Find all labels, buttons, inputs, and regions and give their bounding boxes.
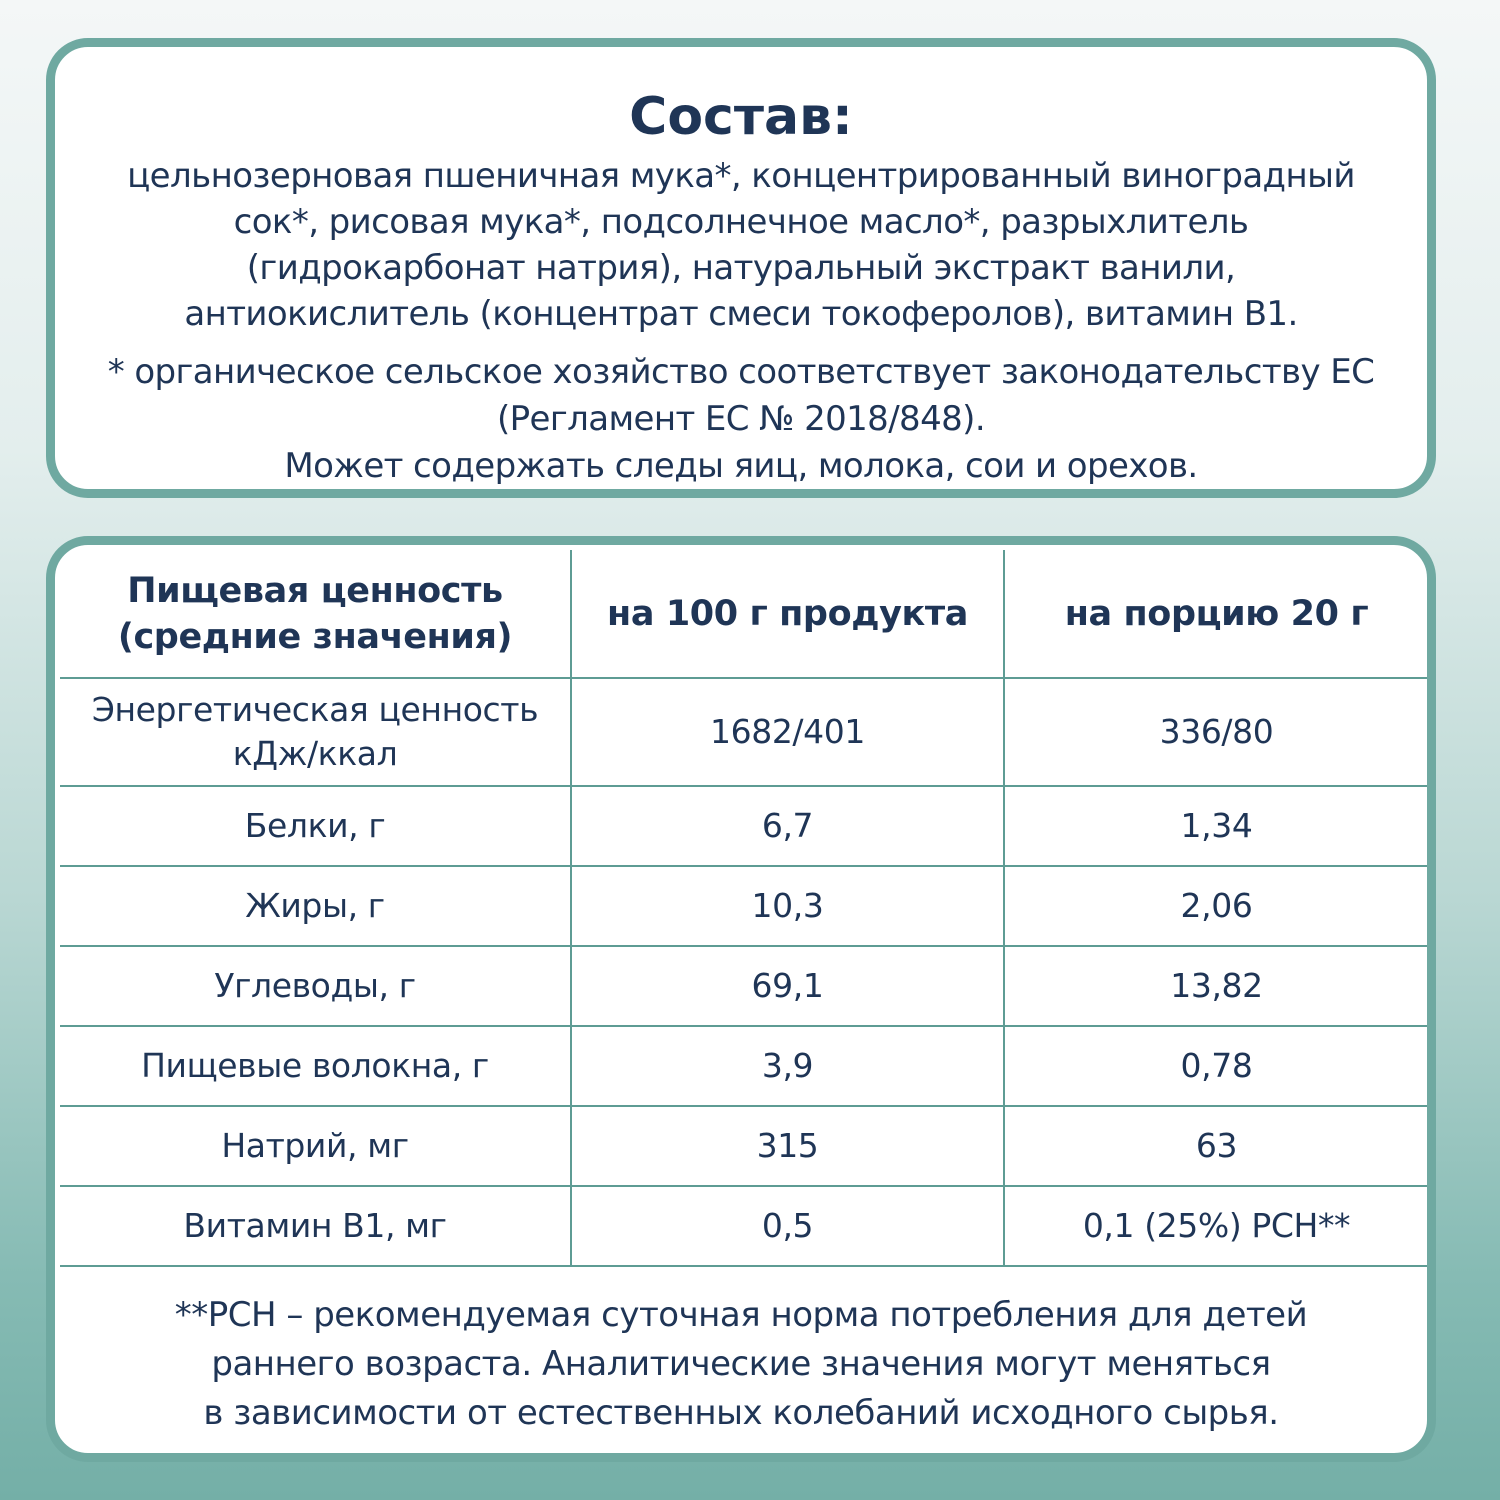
value-per-portion: 63	[1004, 1106, 1428, 1186]
nutrient-name: Пищевые волокна, г	[60, 1026, 571, 1106]
table-row	[60, 946, 1428, 1026]
value-per-100g: 6,7	[571, 786, 1004, 866]
value-per-portion: 336/80	[1004, 678, 1428, 786]
table-row	[60, 1186, 1428, 1266]
value-per-portion: 0,1 (25%) РСН**	[1004, 1186, 1428, 1266]
table-row	[60, 1026, 1428, 1106]
nutrient-name	[60, 678, 571, 786]
footnote-line: раннего возраста. Аналитические значения могут меняться	[211, 1344, 1271, 1384]
allergen-note: Может содержать следы яиц, молока, сои и орехов.	[284, 446, 1198, 486]
value-per-100g: 1682/401	[571, 678, 1004, 786]
header-per-100g: на 100 г продукта	[571, 550, 1004, 678]
value-per-100g: 0,5	[571, 1186, 1004, 1266]
regulation-note: (Регламент ЕС № 2018/848).	[496, 399, 986, 439]
table-row	[60, 786, 1428, 866]
nutrient-name-line: кДж/ккал	[232, 734, 398, 773]
header-line: Пищевая ценность	[127, 570, 503, 611]
composition-panel	[46, 38, 1436, 498]
header-line: (средние значения)	[117, 616, 513, 657]
nutrition-table	[60, 550, 1428, 1267]
footnote-line: **РСН – рекомендуемая суточная норма потребления для детей	[174, 1295, 1308, 1335]
value-per-100g: 10,3	[571, 866, 1004, 946]
table-header-row	[60, 550, 1428, 678]
header-per-portion: на порцию 20 г	[1004, 550, 1428, 678]
nutrient-name: Натрий, мг	[60, 1106, 571, 1186]
ingredients-text: цельнозерновая пшеничная мука*, концентрированный виноградный сок*, рисовая мука*, подсолнечное масло*, разрыхлитель (гидрокарбонат натрия), натуральный экстракт ванили, антиокислитель (концентрат смеси токоферолов), витамин В1.	[127, 156, 1355, 334]
value-per-100g: 315	[571, 1106, 1004, 1186]
value-per-portion: 0,78	[1004, 1026, 1428, 1106]
value-per-100g: 69,1	[571, 946, 1004, 1026]
table-row	[60, 678, 1428, 786]
footnote-line: в зависимости от естественных колебаний исходного сырья.	[203, 1393, 1279, 1433]
table-row	[60, 866, 1428, 946]
organic-note: * органическое сельское хозяйство соответствует законодательству ЕС	[107, 352, 1375, 392]
nutrient-name-line: Энергетическая ценность	[91, 690, 539, 729]
value-per-portion: 13,82	[1004, 946, 1428, 1026]
nutrient-name: Витамин В1, мг	[60, 1186, 571, 1266]
nutrition-panel	[46, 536, 1436, 1462]
rsn-footnote	[55, 1291, 1427, 1438]
nutrient-name: Углеводы, г	[60, 946, 571, 1026]
value-per-100g: 3,9	[571, 1026, 1004, 1106]
composition-notes	[95, 349, 1387, 490]
nutrient-name: Белки, г	[60, 786, 571, 866]
nutrient-name: Жиры, г	[60, 866, 571, 946]
value-per-portion: 1,34	[1004, 786, 1428, 866]
table-row	[60, 1106, 1428, 1186]
composition-title: Состав:	[629, 87, 853, 147]
header-nutrition-value	[60, 550, 571, 678]
value-per-portion: 2,06	[1004, 866, 1428, 946]
